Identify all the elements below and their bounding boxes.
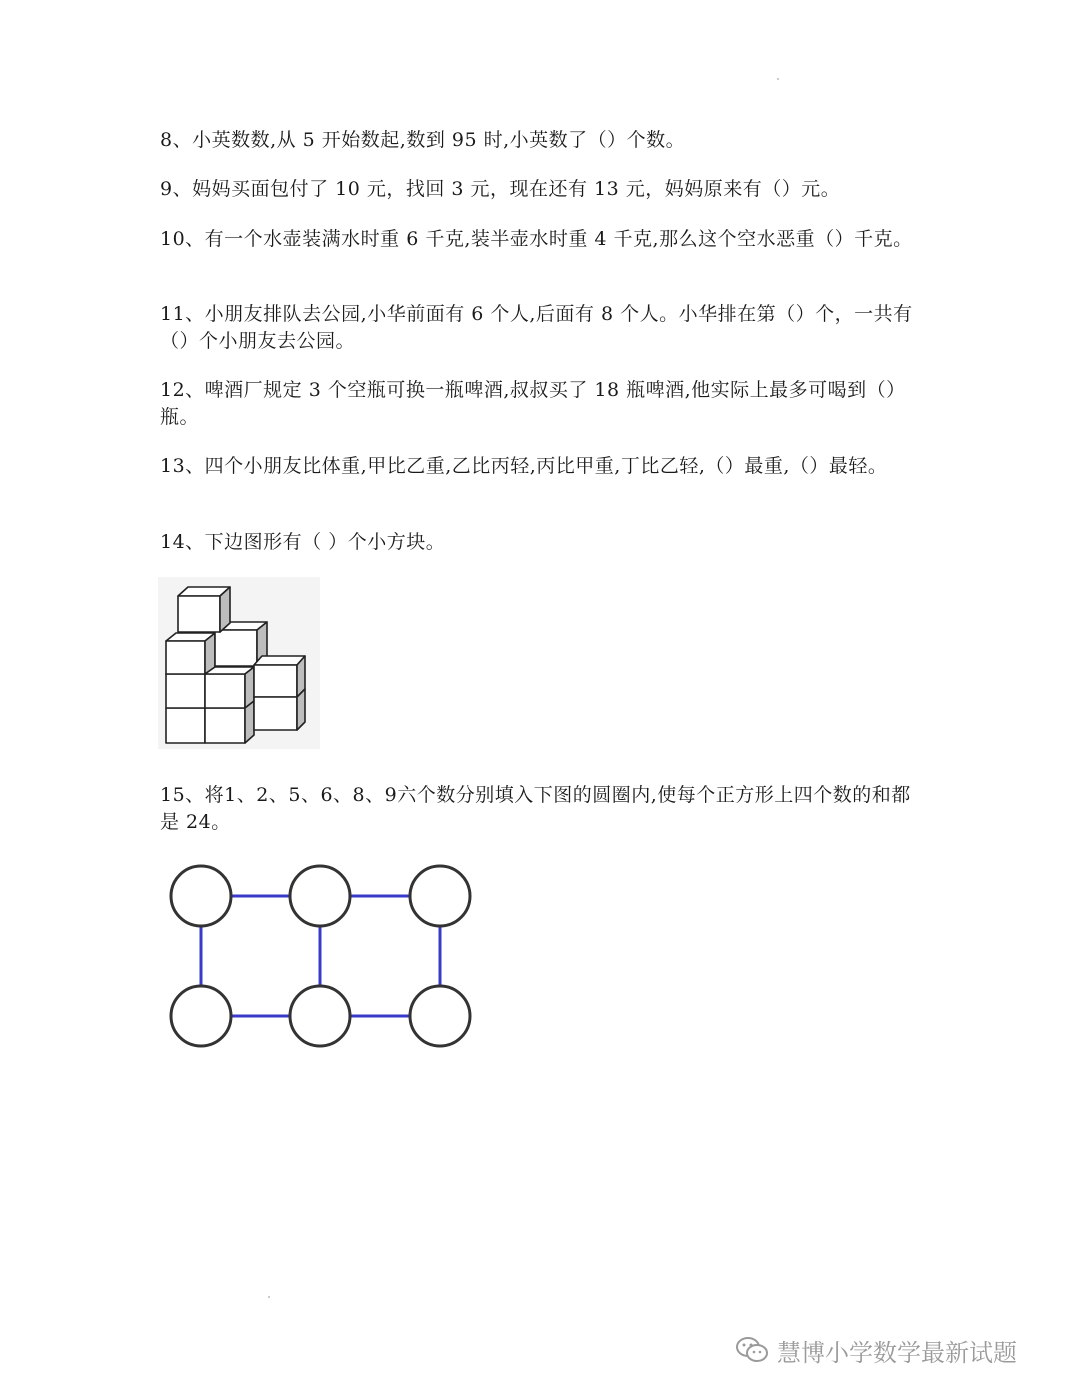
wechat-icon [735,1335,769,1365]
blank-circle[interactable] [290,986,350,1046]
watermark [735,1330,1017,1370]
blank-circle[interactable] [171,866,231,926]
blank-circle[interactable] [290,866,350,926]
question-11: 11、小朋友排队去公园,小华前面有 6 个人,后面有 8 个人。小华排在第（）个，一共有（）个小朋友去公园。 [160,303,913,352]
blank-circle[interactable] [410,866,470,926]
question-10: 10、有一个水壶装满水时重 6 千克,装半壶水时重 4 千克,那么这个空水恶重（）千克。 [160,228,913,250]
circle-square-figure [160,858,480,1058]
scan-speck-bottom [268,1296,270,1298]
question-13: 13、四个小朋友比体重,甲比乙重,乙比丙轻,丙比甲重,丁比乙轻,（）最重,（）最轻。 [160,455,888,477]
question-15: 15、将1、2、5、6、8、9六个数分别填入下图的圆圈内,使每个正方形上四个数的和都是 24。 [160,784,911,833]
blank-circle[interactable] [410,986,470,1046]
question-8: 8、小英数数,从 5 开始数起,数到 95 时,小英数了（）个数。 [160,129,686,151]
blank-circle[interactable] [171,986,231,1046]
question-12: 12、啤酒厂规定 3 个空瓶可换一瓶啤酒,叔叔买了 18 瓶啤酒,他实际上最多可喝到（）瓶。 [160,379,906,428]
question-14: 14、下边图形有（ ）个小方块。 [160,531,446,553]
watermark-text: 慧博小学数学最新试题 [777,1338,1017,1367]
question-9: 9、妈妈买面包付了 10 元，找回 3 元，现在还有 13 元，妈妈原来有（）元。 [160,178,841,200]
scan-speck-top [777,78,779,80]
cube-stack-figure [158,577,320,749]
